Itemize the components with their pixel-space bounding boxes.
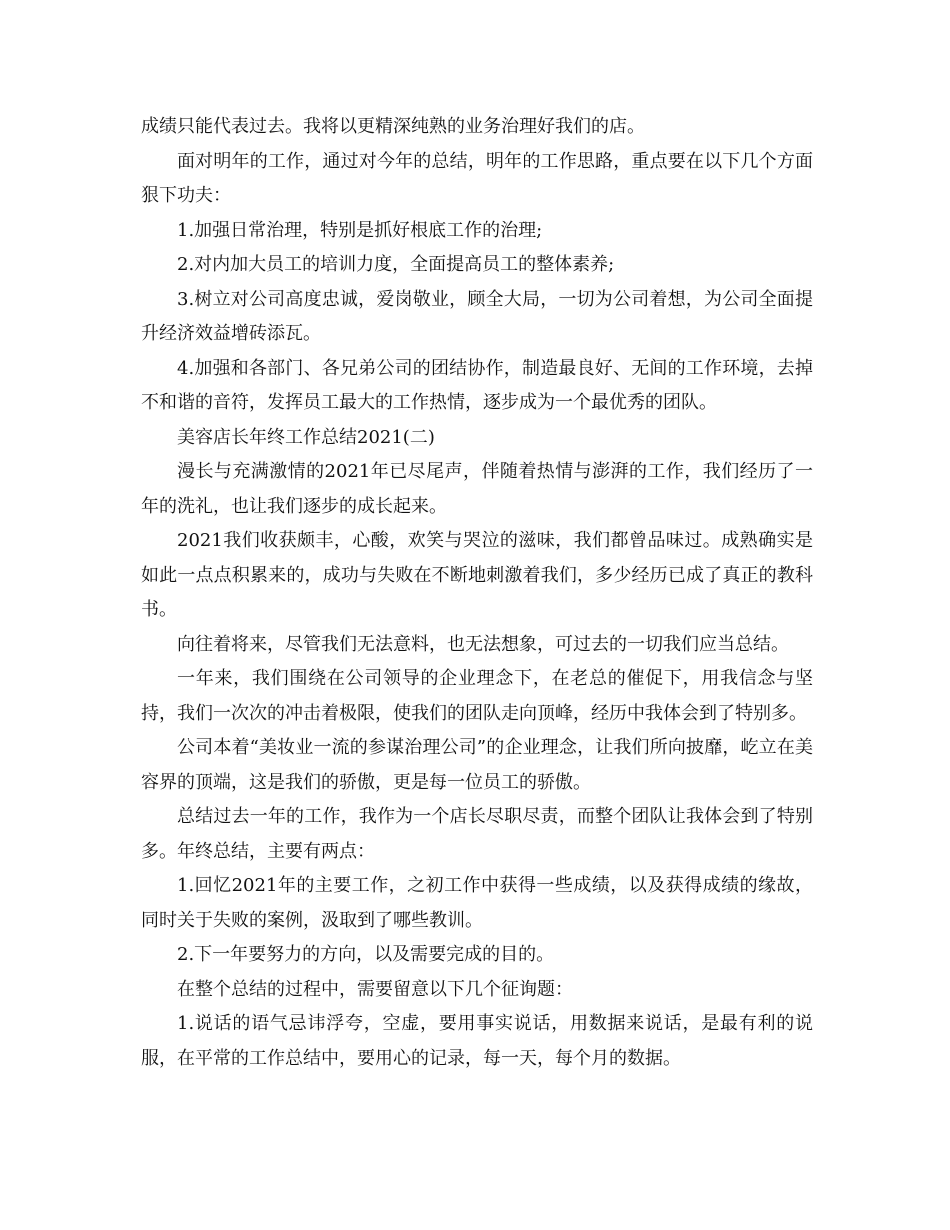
- document-body: [141, 110, 813, 1076]
- paragraph-continued: 成绩只能代表过去。我将以更精深纯熟的业务治理好我们的店。: [141, 116, 645, 137]
- list-item-3: 3.树立对公司高度忠诚，爱岗敬业，顾全大局，一切为公司着想，为公司全面提升经济效益增砖添瓦。: [141, 288, 813, 344]
- paragraph-notes-intro: 在整个总结的过程中，需要留意以下几个征询题：: [177, 978, 573, 1000]
- list-item-4: 4.加强和各部门、各兄弟公司的团结协作，制造最良好、无间的工作环境，去掉不和谐的音符，发挥员工最大的工作热情，逐步成为一个最优秀的团队。: [141, 357, 813, 413]
- paragraph-future: 向往着将来，尽管我们无法意料，也无法想象，可过去的一切我们应当总结。: [177, 633, 789, 655]
- paragraph-harvest: 2021我们收获颇丰，心酸，欢笑与哭泣的滋味，我们都曾品味过。成熟确实是如此一点点积累来的，成功与失败在不断地刺激着我们，多少经历已成了真正的教科书。: [141, 530, 813, 620]
- summary-point-2: 2.下一年要努力的方向，以及需要完成的目的。: [177, 944, 555, 965]
- paragraph-year-review: 一年来，我们围绕在公司领导的企业理念下，在老总的催促下，用我信念与坚持，我们一次次的冲击着极限，使我们的团队走向顶峰，经历中我体会到了特别多。: [141, 668, 813, 724]
- paragraph-intro: 漫长与充满激情的2021年已尽尾声，伴随着热情与澎湃的工作，我们经历了一年的洗礼，也让我们逐步的成长起来。: [141, 461, 813, 517]
- list-item-2: 2.对内加大员工的培训力度，全面提高员工的整体素养;: [177, 254, 615, 275]
- note-item-1: 1.说话的语气忌讳浮夸，空虚，要用事实说话，用数据来说话，是最有利的说服，在平常的工作总结中，要用心的记录，每一天，每个月的数据。: [141, 1013, 813, 1069]
- list-item-1: 1.加强日常治理，特别是抓好根底工作的治理;: [177, 219, 543, 241]
- summary-point-1: 1.回忆2021年的主要工作，之初工作中获得一些成绩，以及获得成绩的缘故，同时关于失败的案例，汲取到了哪些教训。: [141, 875, 813, 931]
- section-heading: 美容店长年终工作总结2021(二): [177, 426, 435, 448]
- paragraph-summary-points: 总结过去一年的工作，我作为一个店长尽职尽责，而整个团队让我体会到了特别多。年终总结，主要有两点：: [141, 806, 813, 862]
- paragraph-company-philosophy: 公司本着“美妆业一流的参谋治理公司”的企业理念，让我们所向披靡，屹立在美容界的顶端，这是我们的骄傲，更是每一位员工的骄傲。: [141, 737, 813, 793]
- paragraph-next-year-intro: 面对明年的工作，通过对今年的总结，明年的工作思路，重点要在以下几个方面狠下功夫：: [141, 150, 813, 206]
